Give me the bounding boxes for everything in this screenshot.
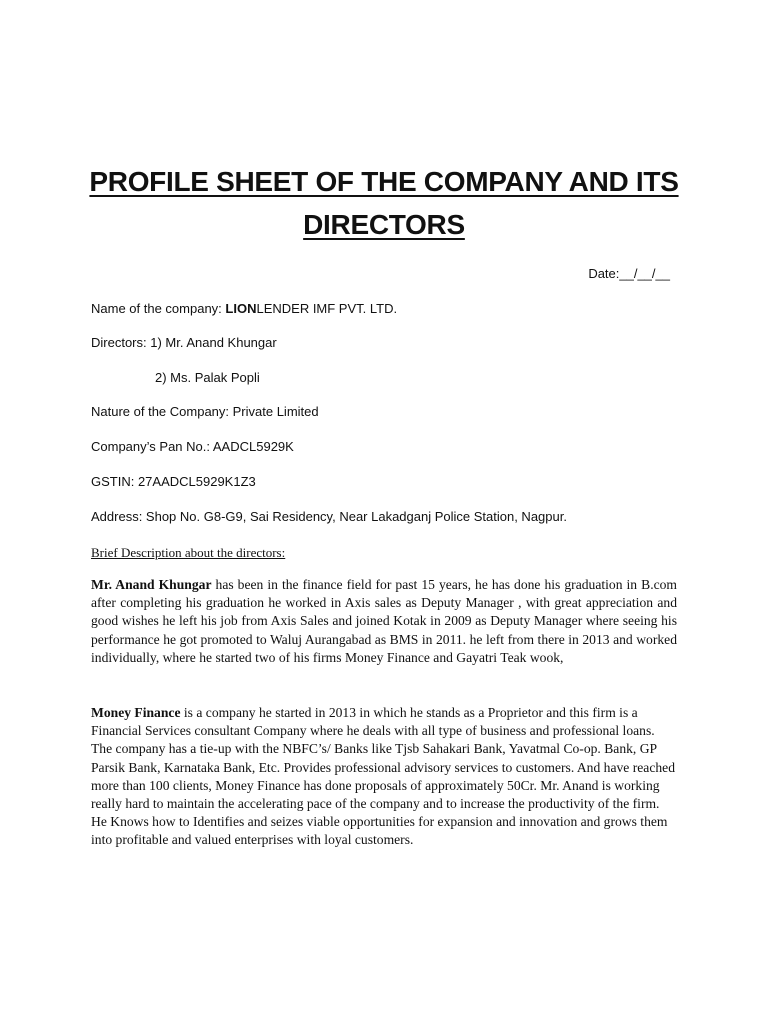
director-2: 2) Ms. Palak Popli	[155, 370, 260, 385]
company-name-line	[91, 301, 397, 316]
directors-line	[91, 335, 277, 350]
director-1: 1) Mr. Anand Khungar	[150, 335, 277, 350]
paragraph-2-text: is a company he started in 2013 in which he stands as a Proprietor and this firm is a Financial Services consultant Company where he deals with all type of business and professional loans. The company has a tie-up with the NBFC’s/ Banks like Tjsb Sahakari Bank, Yavatmal Co-op. Bank, GP Parsik Bank, Karnataka Bank, Etc. Provides professional advisory services to customers. And have reached more than 100 clients, Money Finance has done proposals of approximately 50Cr. Mr. Anand is working really hard to maintain the accelerating pace of the company and to increase the productivity of the firm. He Knows how to Identifies and seizes viable opportunities for expansion and innovation and grows them into profitable and valued enterprises with loyal customers.	[91, 705, 675, 848]
company-name-bold: LION	[225, 301, 257, 316]
paragraph-1-lead: Mr. Anand Khungar	[91, 577, 212, 592]
director-paragraph-2	[91, 704, 677, 850]
address-line: Address: Shop No. G8-G9, Sai Residency, Near Lakadganj Police Station, Nagpur.	[91, 509, 567, 524]
directors-label: Directors:	[91, 335, 151, 350]
date-field: Date:__/__/__	[588, 266, 670, 281]
paragraph-1-text: has been in the finance field for past 15 years, he has done his graduation in B.com after completing his graduation he worked in Axis sales as Deputy Manager , with great appreciation and good wishes he left his job from Axis Sales and joined Kotak in 2009 as Deputy Manager where seeing his performance he got promoted to Waluj Aurangabad as BMS in 2011. he left from there in 2013 and worked individually, where he started two of his firms Money Finance and Gayatri Teak wook,	[91, 577, 677, 665]
page-title: PROFILE SHEET OF THE COMPANY AND ITS DIRECTORS	[89, 166, 679, 240]
company-name-rest: LENDER IMF PVT. LTD.	[256, 301, 398, 316]
director-paragraph-1	[91, 576, 677, 667]
brief-description-heading: Brief Description about the directors:	[91, 545, 286, 560]
paragraph-2-lead: Money Finance	[91, 705, 181, 720]
company-name-label: Name of the company:	[91, 301, 226, 316]
pan-line: Company’s Pan No.: AADCL5929K	[91, 439, 294, 454]
gstin-line: GSTIN: 27AADCL5929K1Z3	[91, 474, 256, 489]
nature-line: Nature of the Company: Private Limited	[91, 404, 319, 419]
